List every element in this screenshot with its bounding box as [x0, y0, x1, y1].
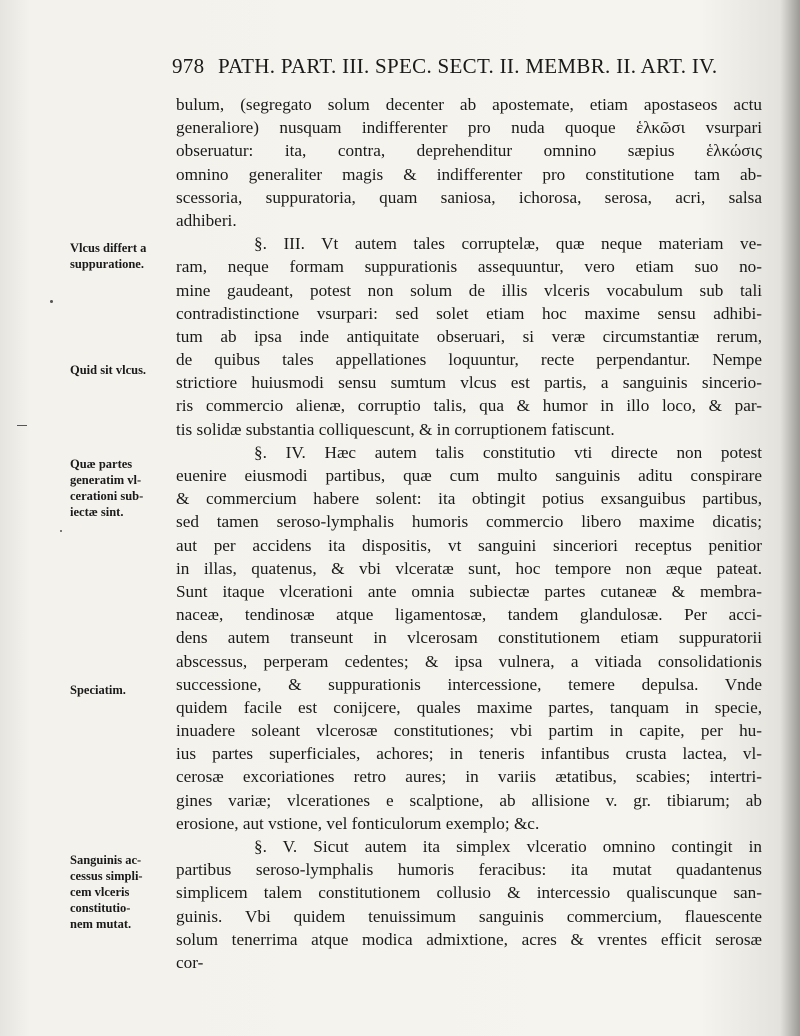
- margin-note-line: Vlcus differt a: [70, 241, 147, 255]
- text-line: solum tenerrima atque modica admixtione, acres & vrentes efficit serosæ: [176, 929, 762, 949]
- margin-note-line: cem vlceris: [70, 885, 130, 899]
- text-line: guinis. Vbi quidem tenuissimum sanguinis commercium, flauescente: [176, 906, 762, 926]
- text-line: adhiberi.: [176, 210, 237, 230]
- margin-note-line: Quæ partes: [70, 457, 133, 471]
- margin-note-sanguinis-accessus: [70, 852, 178, 932]
- text-line: generaliore) nusquam indifferenter pro nuda quoque ἑλκῶσι vsurpari: [176, 118, 762, 138]
- text-line: partibus seroso-lymphalis humoris feracibus: ita mutat quadantenus: [176, 860, 762, 880]
- text-line: tum ab ipsa inde antiquitate obseruari, si veræ circumstantiæ rerum,: [176, 326, 762, 346]
- text-line: inuadere soleant vlcerosæ constitutiones; vbi partim in capite, per hu-: [176, 721, 762, 741]
- text-line: mine gaudeant, potest non solum de illis vlceris vocabulum sub tali: [176, 280, 762, 300]
- text-line: naceæ, tendinosæ atque ligamentosæ, tandem glandulosæ. Per acci-: [176, 605, 762, 625]
- text-line: Sunt itaque vlcerationi ante omnia subiectæ partes cutaneæ & membra-: [176, 581, 762, 601]
- text-line: & commercium habere solent: ita obtingit potius exsanguibus partibus,: [176, 489, 762, 509]
- text-line: gines variæ; vlcerationes e scalptione, ab allisione v. gr. tibiarum; ab: [176, 790, 762, 810]
- text-line: obseruatur: ita, contra, deprehenditur omnino sæpius ἑλκώσις: [176, 141, 762, 161]
- text-line: §. III. Vt autem tales corruptelæ, quæ neque materiam ve-: [254, 234, 762, 254]
- text-line: cor-: [176, 952, 204, 972]
- text-line: tis solidæ substantia colliquescunt, & in corruptionem fatiscunt.: [176, 419, 615, 439]
- running-title: PATH. PART. III. SPEC. SECT. II. MEMBR. II. ART. IV.: [217, 54, 718, 78]
- text-line: aut per accidens ita dispositis, vt sanguini sinceriori receptus penitior: [176, 535, 762, 555]
- margin-note-speciatim: [70, 682, 178, 698]
- margin-note-line: Speciatim.: [70, 683, 126, 697]
- page-number: 978: [172, 54, 205, 78]
- margin-note-line: suppuratione.: [70, 257, 144, 271]
- text-line: §. V. Sicut autem ita simplex vlceratio omnino contingit in: [254, 837, 762, 856]
- margin-note-line: Sanguinis ac-: [70, 853, 142, 867]
- text-line: simplicem talem constitutionem collusio & intercessio qualiscunque san-: [176, 883, 762, 903]
- margin-note-line: cerationi sub-: [70, 489, 144, 503]
- text-line: dens autem transeunt in vlcerosam constitutionem etiam suppuratorii: [176, 628, 762, 648]
- text-line: erosione, aut vstione, vel fonticulorum exemplo; &c.: [176, 813, 540, 833]
- margin-note-line: Quid sit vlcus.: [70, 363, 147, 377]
- text-line: scessoria, suppuratoria, quam saniosa, ichorosa, serosa, acri, salsa: [176, 187, 762, 207]
- text-line: sed tamen seroso-lymphalis humoris commercio libero maxime dicatis;: [176, 512, 762, 532]
- text-line: abscessus, perperam cedentes; & ipsa vulnera, a vitiada consolidationis: [176, 651, 762, 671]
- text-line: ius partes superficiales, achores; in teneris infantibus crusta lactea, vl-: [176, 744, 762, 764]
- text-line: ris commercio alienæ, corruptio talis, qua & humor in illo loco, & par-: [176, 396, 762, 416]
- paper-speck: [17, 425, 27, 426]
- paper-speck: [60, 530, 62, 532]
- text-line: euenire eiusmodi partibus, quæ cum multo sanguinis aditu conspirare: [176, 466, 762, 485]
- text-line: successione, & suppurationis intercessione, temere depulsa. Vnde: [176, 674, 762, 694]
- margin-note-quid-sit-vlcus: [70, 362, 178, 378]
- text-line: bulum, (segregato solum decenter ab apostemate, etiam apostaseos actu: [176, 95, 762, 114]
- page-header: [172, 54, 732, 79]
- text-line: strictiore huiusmodi sensu sumtum vlcus est partis, a sanguinis sincerio-: [176, 373, 762, 393]
- text-line: de quibus tales appellationes loquuntur, recte perpendantur. Nempe: [176, 350, 762, 370]
- text-line: omnino generaliter magis & indifferenter pro constitutione tam ab-: [176, 164, 762, 184]
- margin-note-line: nem mutat.: [70, 917, 132, 931]
- main-text: [176, 93, 762, 974]
- margin-note-line: cessus simpli-: [70, 869, 143, 883]
- paper-speck: [50, 300, 53, 303]
- margin-note-line: iectæ sint.: [70, 505, 124, 519]
- text-line: contradistinctione vsurpari: sed solet etiam hoc maxime sensu adhibi-: [176, 303, 762, 323]
- margin-note-quae-partes: [70, 456, 178, 520]
- margin-note-vlcus-differt: [70, 240, 178, 272]
- text-line: quidem facile est conijcere, quales maxime partes, tanquam in specie,: [176, 697, 762, 717]
- text-line: §. IV. Hæc autem talis constitutio vti directe non potest: [254, 442, 762, 462]
- text-line: cerosæ excoriationes retro aures; in variis ætatibus, scabies; intertri-: [176, 767, 762, 787]
- text-line: in illas, quatenus, & vbi vlceratæ sunt, hoc tempore non æque pateat.: [176, 558, 762, 578]
- margin-note-line: generatim vl-: [70, 473, 142, 487]
- text-line: ram, neque formam suppurationis assequuntur, vero etiam suo no-: [176, 257, 762, 277]
- margin-note-line: constitutio-: [70, 901, 131, 915]
